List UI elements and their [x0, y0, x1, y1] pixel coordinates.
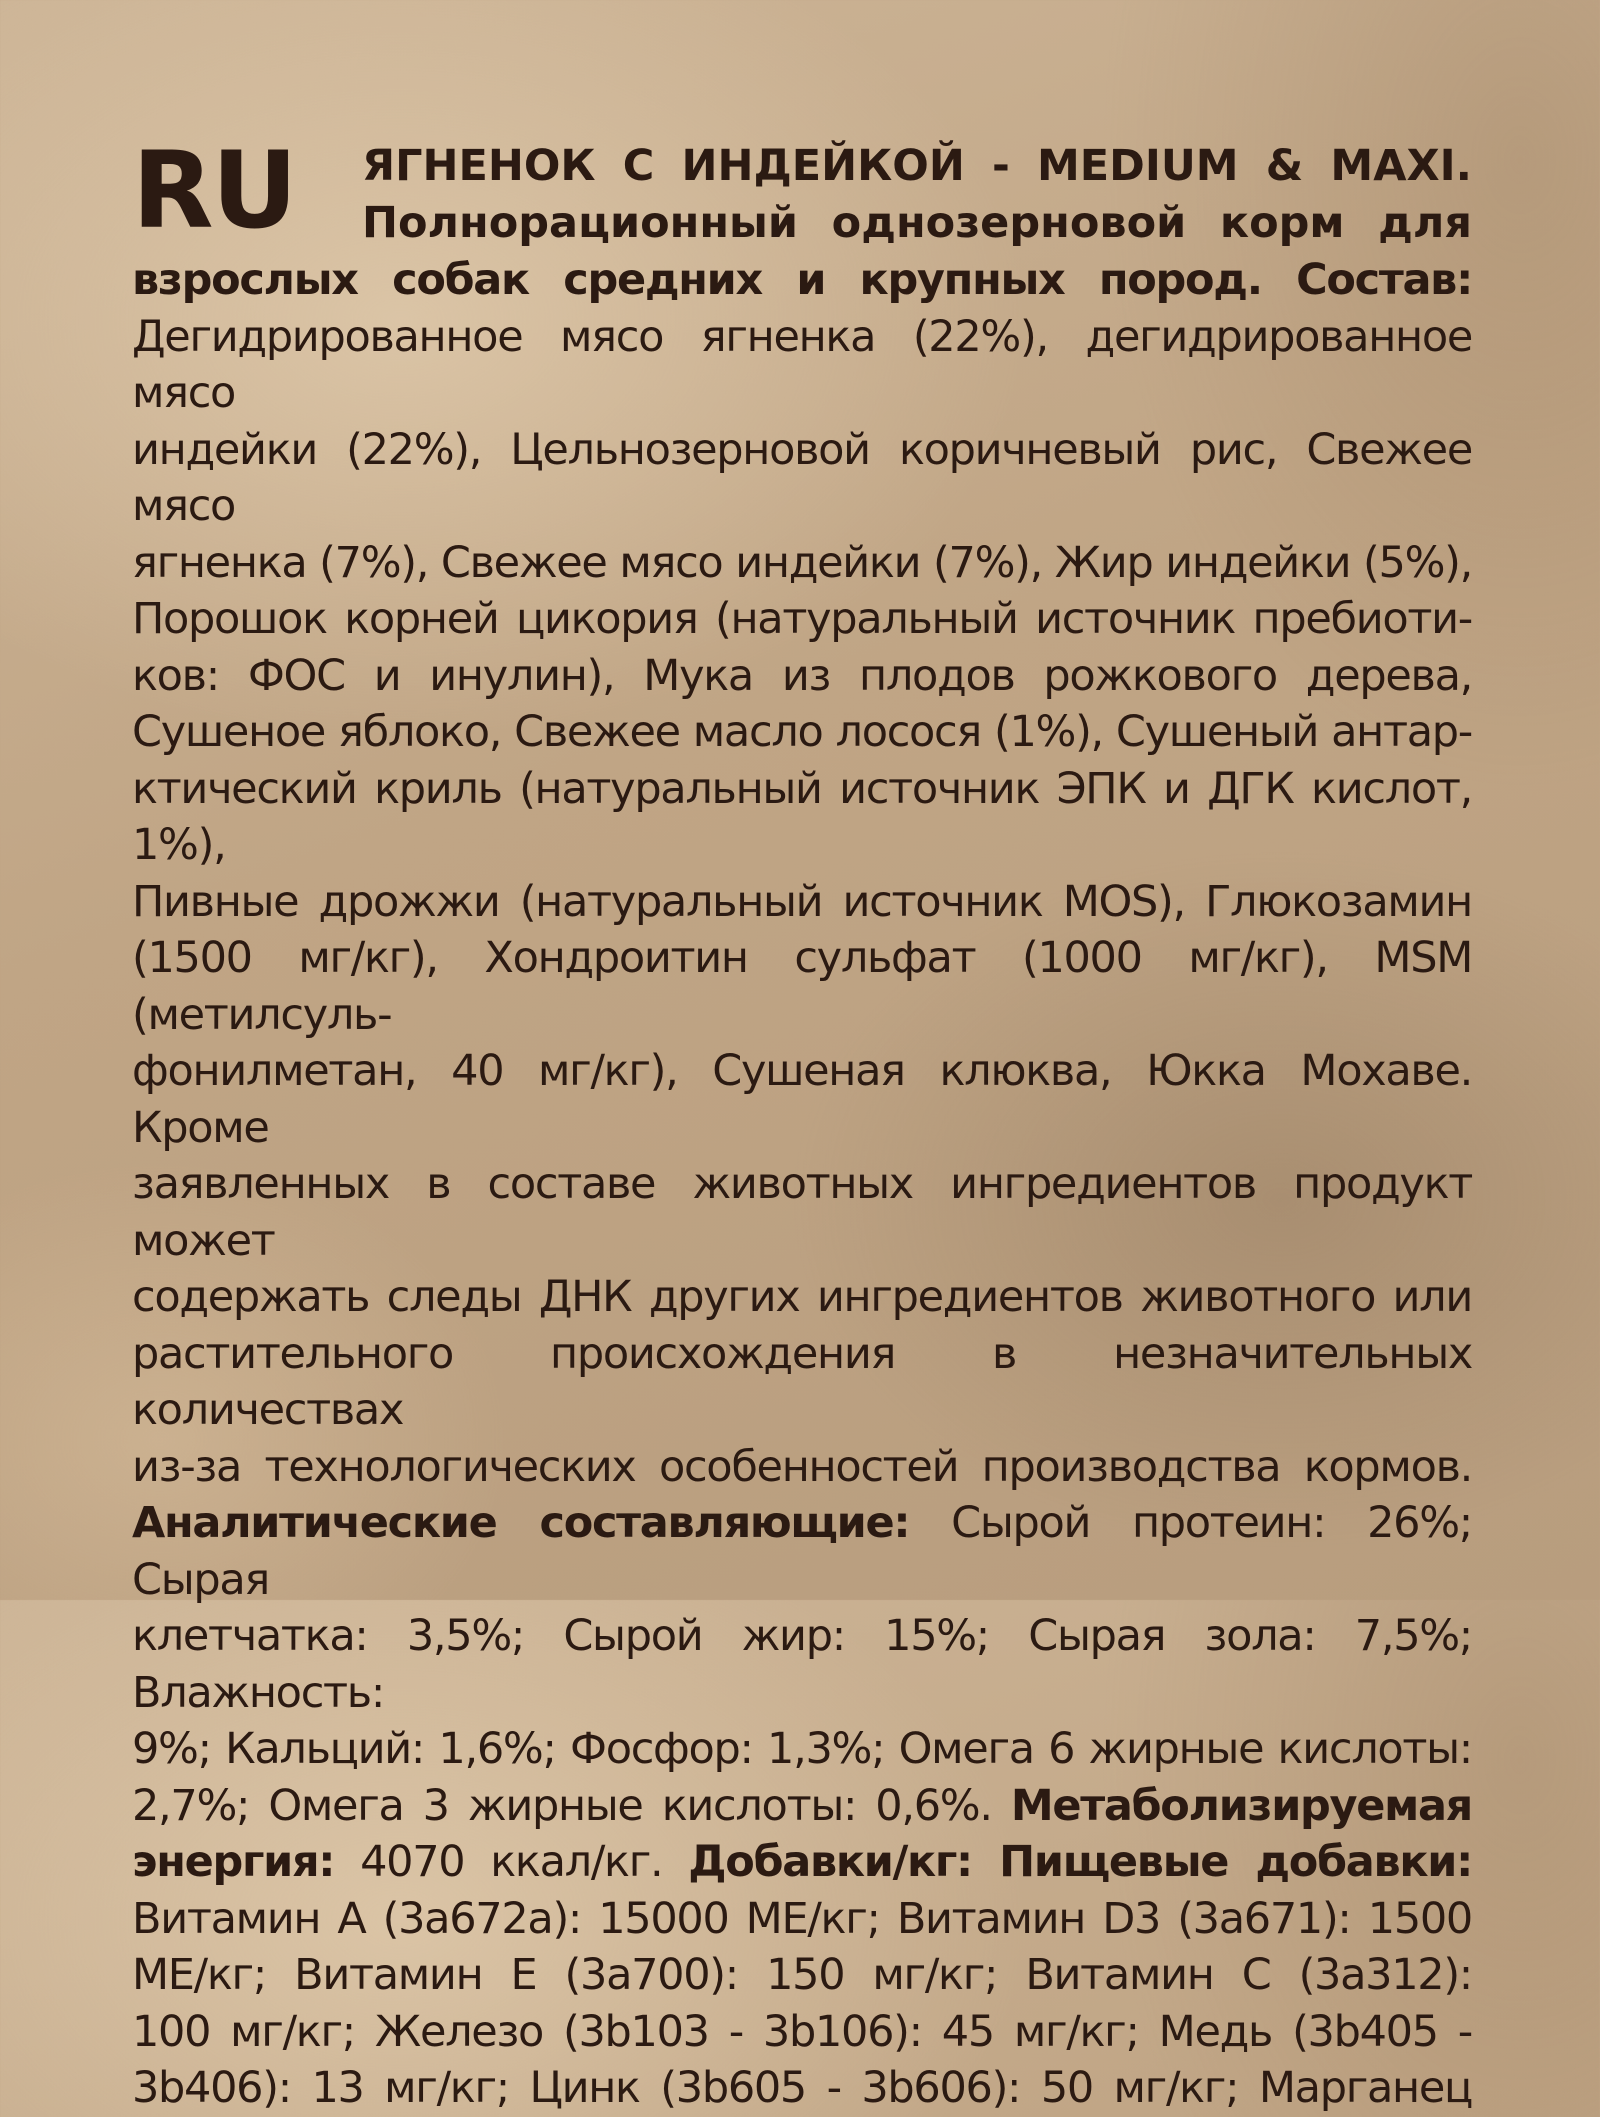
- analytical-heading: Аналитические составляющие:: [132, 1498, 910, 1548]
- analytical-line: [132, 1778, 1472, 1835]
- energy-line: [132, 1834, 1472, 1891]
- additives-line: Витамин А (3а672а): 15000 МЕ/кг; Витамин D3 (3а671): 1500: [132, 1893, 1472, 1944]
- subtitle-text: взрослых собак средних и крупных пород.: [132, 255, 1262, 305]
- composition-line: заявленных в составе животных ингредиентов продукт может: [132, 1159, 1472, 1266]
- composition-line: из-за технологических особенностей производства кормов.: [132, 1441, 1472, 1492]
- subtitle-line-2: [132, 252, 1472, 309]
- additives-line: МЕ/кг; Витамин Е (3а700): 150 мг/кг; Витамин С (3а312):: [132, 1950, 1472, 2000]
- analytical-line: 9%; Кальций: 1,6%; Фосфор: 1,3%; Омега 6 жирные кислоты:: [132, 1724, 1472, 1774]
- composition-line: Пивные дрожжи (натуральный источник MOS), Глюкозамин: [132, 876, 1472, 927]
- additives-line: 100 мг/кг; Железо (3b103 - 3b106): 45 мг/кг; Медь (3b405 -: [132, 2006, 1472, 2057]
- composition-line: содержать следы ДНК других ингредиентов животного или: [132, 1272, 1472, 1322]
- analytical-last: 2,7%; Омега 3 жирные кислоты: 0,6%.: [132, 1780, 992, 1831]
- composition-line: ков: ФОС и инулин), Мука из плодов рожкового дерева,: [132, 650, 1472, 701]
- energy-heading-2: энергия:: [132, 1837, 335, 1887]
- subtitle-line: Полнорационный однозерновой корм для: [362, 198, 1472, 248]
- analytical-line: клетчатка: 3,5%; Сырой жир: 15%; Сырая зола: 7,5%; Влажность:: [132, 1611, 1472, 1718]
- title-line: ЯГНЕНОК С ИНДЕЙКОЙ - MEDIUM & MAXI.: [362, 141, 1472, 191]
- analytical-line: [132, 1495, 1472, 1608]
- composition-line: фонилметан, 40 мг/кг), Сушеная клюква, Юкка Мохаве. Кроме: [132, 1046, 1472, 1153]
- energy-heading: Метаболизируемая: [1010, 1780, 1472, 1831]
- product-title: [362, 138, 1472, 252]
- composition-line: Дегидрированное мясо ягненка (22%), дегидрированное мясо: [132, 311, 1472, 418]
- language-code: RU: [132, 129, 296, 252]
- composition-line: индейки (22%), Цельнозерновой коричневый рис, Свежее мясо: [132, 424, 1472, 531]
- composition-line: Порошок корней цикория (натуральный источник пребиоти-: [132, 594, 1472, 644]
- composition-line: ктический криль (натуральный источник ЭПК и ДГК кислот, 1%),: [132, 763, 1472, 870]
- additives-line: 3b406): 13 мг/кг; Цинк (3b605 - 3b606): 50 мг/кг; Марганец: [132, 2063, 1472, 2113]
- composition-line: ягненка (7%), Свежее мясо индейки (7%), Жир индейки (5%),: [132, 537, 1472, 588]
- composition-heading: Состав:: [1296, 255, 1472, 305]
- composition-line: растительного происхождения в незначительных количествах: [132, 1328, 1472, 1435]
- energy-value: 4070 ккал/кг.: [360, 1837, 663, 1887]
- composition-line: Сушеное яблоко, Свежее масло лосося (1%), Сушеный антар-: [132, 707, 1472, 757]
- food-label: [132, 129, 1473, 2117]
- additives-heading: Добавки/кг: Пищевые добавки:: [688, 1837, 1473, 1887]
- analytical-first: Сырой протеин: 26%; Сырая: [132, 1498, 1472, 1605]
- composition-block: [132, 252, 1472, 2117]
- composition-line: (1500 мг/кг), Хондроитин сульфат (1000 мг/кг), MSM (метилсуль-: [132, 933, 1472, 1040]
